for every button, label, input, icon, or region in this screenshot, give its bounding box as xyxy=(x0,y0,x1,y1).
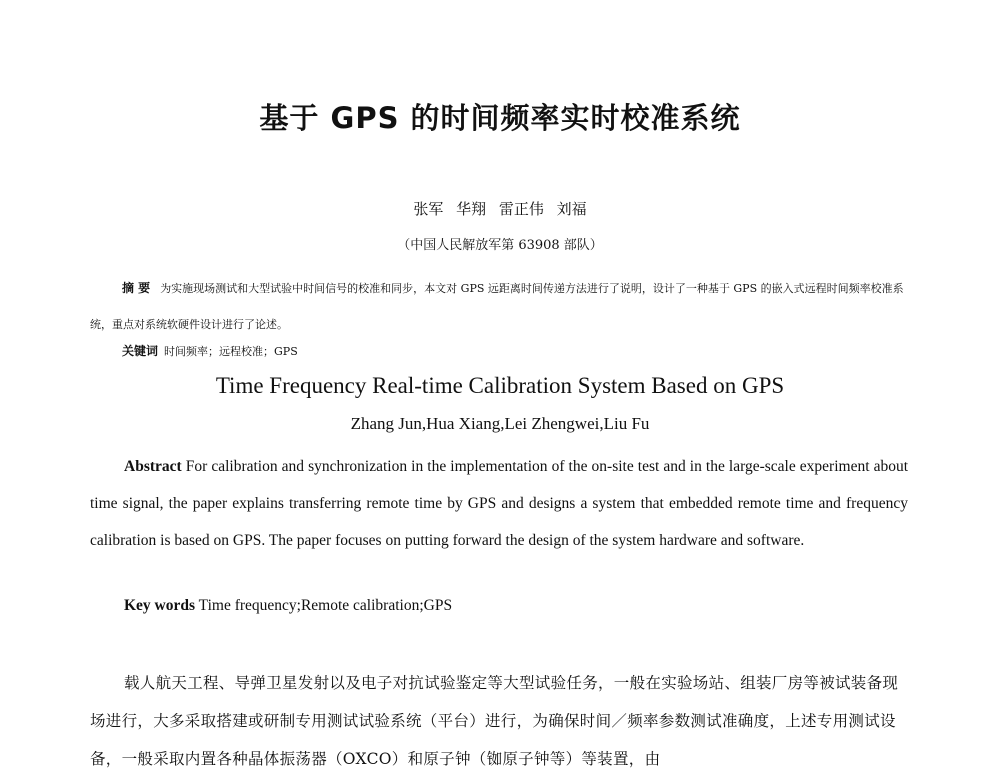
chinese-keywords-text: 时间频率；远程校准；GPS xyxy=(164,345,298,358)
chinese-authors: 张军 华翔 雷正伟 刘福 xyxy=(413,200,587,218)
body-paragraph: 载人航天工程、导弹卫星发射以及电子对抗试验鉴定等大型试验任务，一般在实验场站、组装厂房等被试装备现场进行，大多采取搭建或研制专用测试试验系统（平台）进行，为确保时间／频率参数测试准确度，上述专用测试设备，一般采取内置各种晶体振荡器（OXCO）和原子钟（铷原子钟等）等装置，由 xyxy=(90,674,899,768)
english-abstract xyxy=(90,448,908,559)
chinese-abstract-label: 摘 要 xyxy=(122,281,151,295)
english-abstract-label: Abstract xyxy=(124,458,182,475)
english-keywords-label: Key words xyxy=(124,597,196,614)
english-keywords-text: Time frequency;Remote calibration;GPS xyxy=(198,597,453,614)
english-abstract-text: For calibration and synchronization in the implementation of the on-site test and in the large-scale experiment about time signal, the paper explains transferring remote time by GPS and designs a system that embedded remote time and frequency calibration is based on GPS. The paper focuses on putting forward the design of the system hardware and software. xyxy=(90,458,909,549)
chinese-keywords-label: 关键词 xyxy=(122,344,159,358)
english-keywords xyxy=(124,597,452,615)
chinese-affiliation: （中国人民解放军第 63908 部队） xyxy=(397,238,603,253)
chinese-title: 基于 GPS 的时间频率实时校准系统 xyxy=(259,101,741,135)
english-title: Time Frequency Real-time Calibration System Based on GPS xyxy=(215,373,785,398)
chinese-abstract xyxy=(90,270,908,343)
english-authors: Zhang Jun,Hua Xiang,Lei Zhengwei,Liu Fu xyxy=(350,414,650,433)
chinese-keywords xyxy=(122,342,298,359)
chinese-abstract-text: 为实施现场测试和大型试验中时间信号的校准和同步，本文对 GPS 远距离时间传递方法进行了说明，设计了一种基于 GPS 的嵌入式远程时间频率校准系统，重点对系统软硬件设计进行了论述。 xyxy=(90,282,904,331)
